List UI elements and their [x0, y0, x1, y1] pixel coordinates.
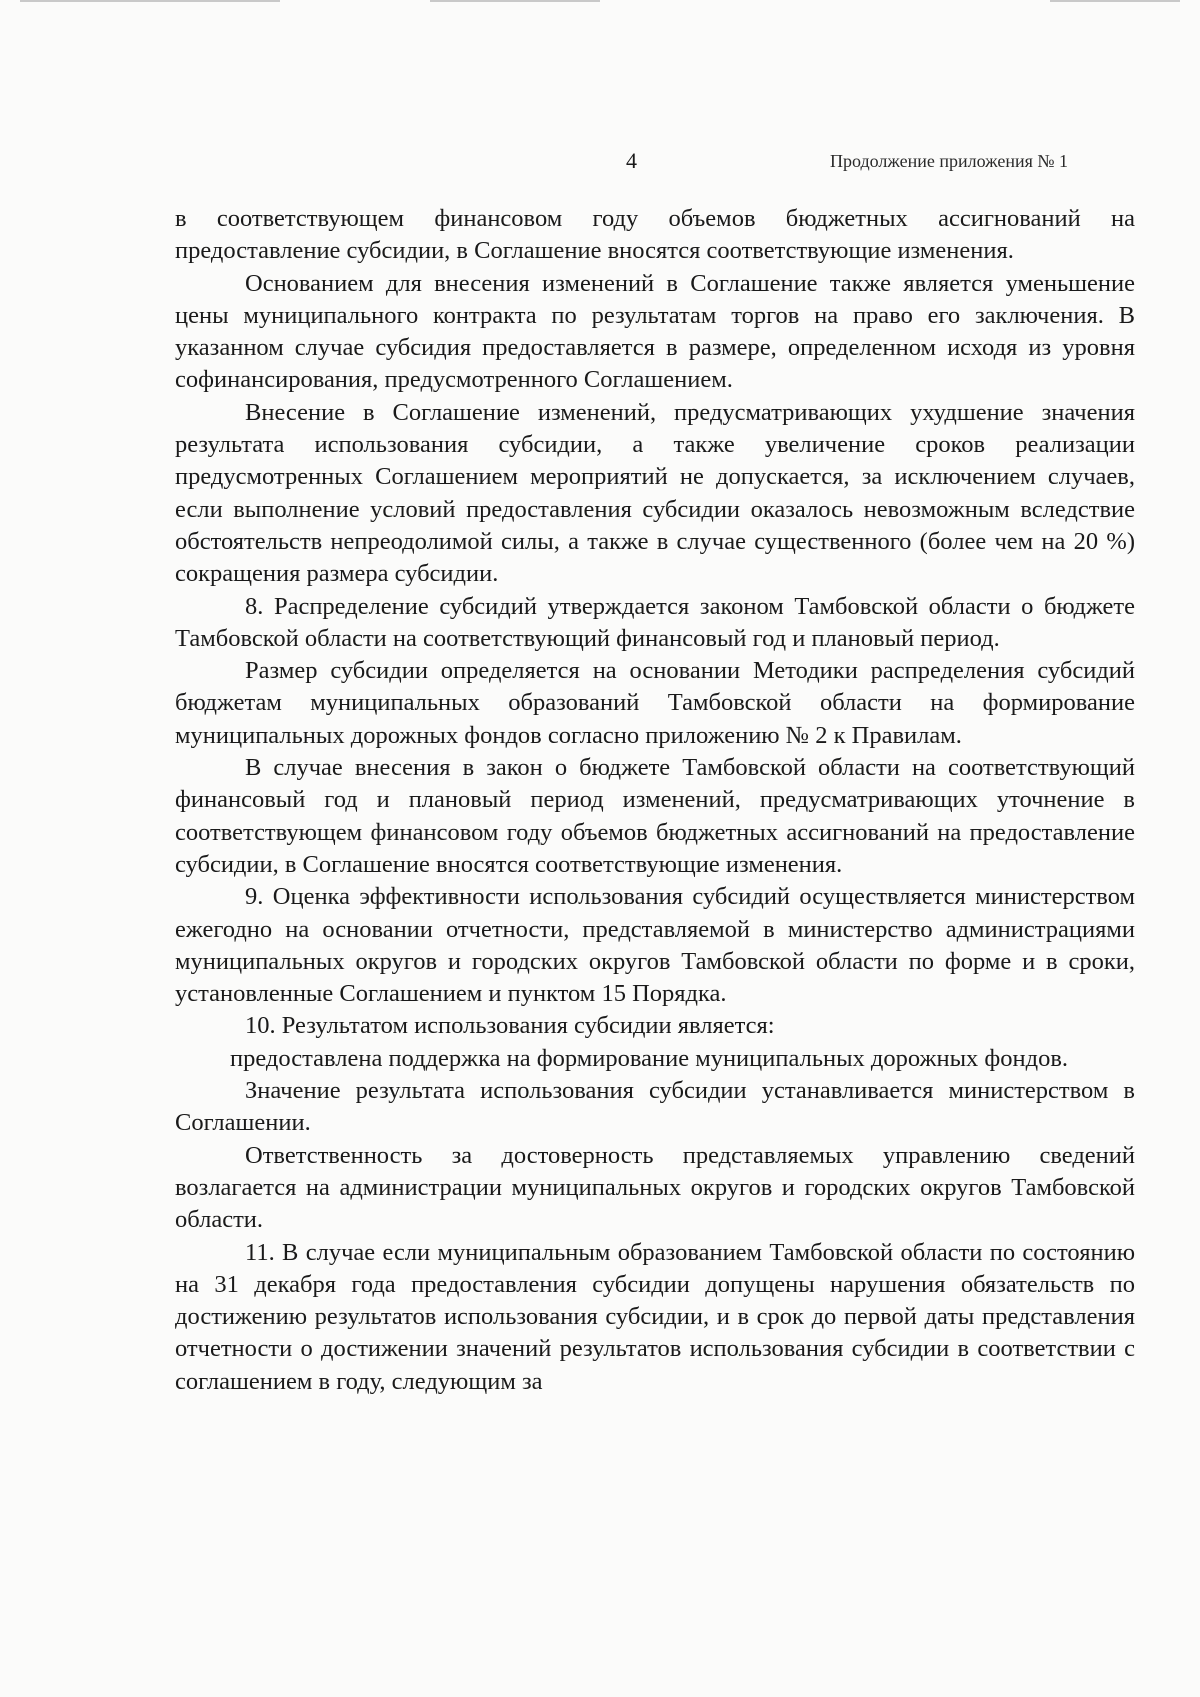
scan-artifact [20, 0, 280, 2]
paragraph: Значение результата использования субсидии устанавливается министерством в Соглашении. [175, 1077, 1135, 1137]
page-number: 4 [626, 148, 637, 173]
scan-artifact [1050, 0, 1180, 2]
scan-artifact [430, 0, 600, 2]
paragraph: В случае внесения в закон о бюджете Тамбовской области на соответствующий финансовый год и плановый период изменений, предусматривающих уточнение в соответствующем финансовом году объемов бюджетных ассигнований на предоставление субсидии, в Соглашение вносятся соответствующие изменения. [175, 754, 1135, 878]
paragraph: Ответственность за достоверность представляемых управлению сведений возлагается на администрации муниципальных округов и городских округов Тамбовской области. [175, 1141, 1135, 1234]
paragraph: Основанием для внесения изменений в Соглашение также является уменьшение цены муниципального контракта по результатам торгов на право его заключения. В указанном случае субсидия предоставляется в размере, определенном исходя из уровня софинансирования, предусмотренного Соглашением. [175, 269, 1135, 394]
paragraph: предоставлена поддержка на формирование муниципальных дорожных фондов. [230, 1044, 1069, 1072]
paragraph: 10. Результатом использования субсидии является: [245, 1012, 775, 1040]
paragraph: 9. Оценка эффективности использования субсидий осуществляется министерством ежегодно на основании отчетности, представляемой в министерство администрациями муниципальных округов и городских округов Тамбовской области по форме и в сроки, установленные Соглашением и пунктом 15 Порядка. [175, 883, 1135, 1008]
document-body [175, 203, 1135, 1398]
paragraph: 11. В случае если муниципальным образованием Тамбовской области по состоянию на 31 декабря года предоставления субсидии допущены нарушения обязательств по достижению результатов использования субсидии, и в срок до первой даты представления отчетности о достижении значений результатов использования субсидии в соответствии с соглашением в году, следующим за [175, 1238, 1135, 1395]
appendix-continuation-label: Продолжение приложения № 1 [830, 151, 1069, 171]
paragraph: Размер субсидии определяется на основании Методики распределения субсидий бюджетам муниципальных образований Тамбовской области на формирование муниципальных дорожных фондов согласно приложению № 2 к Правилам. [175, 657, 1135, 749]
paragraph: Внесение в Соглашение изменений, предусматривающих ухудшение значения результата использования субсидии, а также увеличение сроков реализации предусмотренных Соглашением мероприятий не допускается, за исключением случаев, если выполнение условий предоставления субсидии оказалось невозможным вследствие обстоятельств непреодолимой силы, а также в случае существенного (более чем на 20 %) сокращения размера субсидии. [175, 398, 1135, 588]
paragraph: в соответствующем финансовом году объемов бюджетных ассигнований на предоставление субсидии, в Соглашение вносятся соответствующие изменения. [175, 205, 1135, 265]
paragraph: 8. Распределение субсидий утверждается законом Тамбовской области о бюджете Тамбовской области на соответствующий финансовый год и плановый период. [175, 592, 1135, 652]
